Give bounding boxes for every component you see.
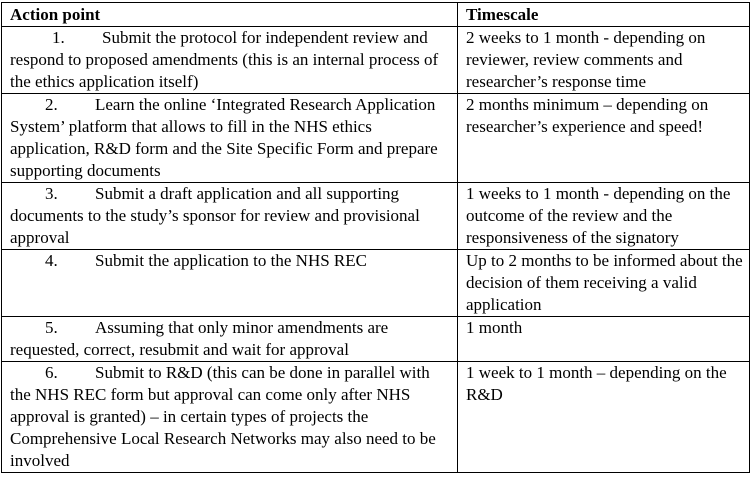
action-text: Submit a draft application and all supporting documents to the study’s sponsor for review and provisional approval bbox=[10, 184, 420, 247]
table-row bbox=[2, 317, 750, 362]
action-text: Submit the protocol for independent review and respond to proposed amendments (this is an internal process of the ethics application itself) bbox=[10, 28, 439, 91]
table-row bbox=[2, 94, 750, 183]
action-cell bbox=[2, 27, 458, 94]
row-number: 6. bbox=[45, 363, 58, 382]
action-cell bbox=[2, 94, 458, 183]
action-text: Assuming that only minor amendments are requested, correct, resubmit and wait for approval bbox=[10, 318, 389, 359]
header-action-point: Action point bbox=[2, 3, 458, 27]
table-header-row bbox=[2, 3, 750, 27]
table-row bbox=[2, 183, 750, 250]
table-row bbox=[2, 362, 750, 473]
row-number: 4. bbox=[45, 251, 58, 270]
row-number: 3. bbox=[45, 184, 58, 203]
header-timescale: Timescale bbox=[458, 3, 750, 27]
timescale-cell: 1 weeks to 1 month - depending on the outcome of the review and the responsiveness of the signatory bbox=[458, 183, 750, 250]
action-cell bbox=[2, 250, 458, 317]
timescale-cell: 2 weeks to 1 month - depending on reviewer, review comments and researcher’s response time bbox=[458, 27, 750, 94]
table-row bbox=[2, 27, 750, 94]
timescale-cell: 1 month bbox=[458, 317, 750, 362]
row-number: 2. bbox=[45, 95, 58, 114]
action-cell bbox=[2, 183, 458, 250]
action-cell bbox=[2, 362, 458, 473]
row-number: 1. bbox=[52, 28, 65, 47]
timescale-cell: Up to 2 months to be informed about the decision of them receiving a valid application bbox=[458, 250, 750, 317]
timescale-cell: 1 week to 1 month – depending on the R&D bbox=[458, 362, 750, 473]
action-cell bbox=[2, 317, 458, 362]
row-number: 5. bbox=[45, 318, 58, 337]
action-text: Learn the online ‘Integrated Research Application System’ platform that allows to fill in the NHS ethics application, R&D form and the Site Specific Form and prepare supporting documents bbox=[10, 95, 438, 180]
action-text: Submit to R&D (this can be done in parallel with the NHS REC form but approval can come only after NHS approval is granted) – in certain types of projects the Comprehensive Local Research Networks may also need to be involved bbox=[10, 363, 436, 470]
action-plan-table bbox=[1, 2, 750, 473]
timescale-cell: 2 months minimum – depending on researcher’s experience and speed! bbox=[458, 94, 750, 183]
action-text: Submit the application to the NHS REC bbox=[95, 251, 367, 270]
table-row bbox=[2, 250, 750, 317]
